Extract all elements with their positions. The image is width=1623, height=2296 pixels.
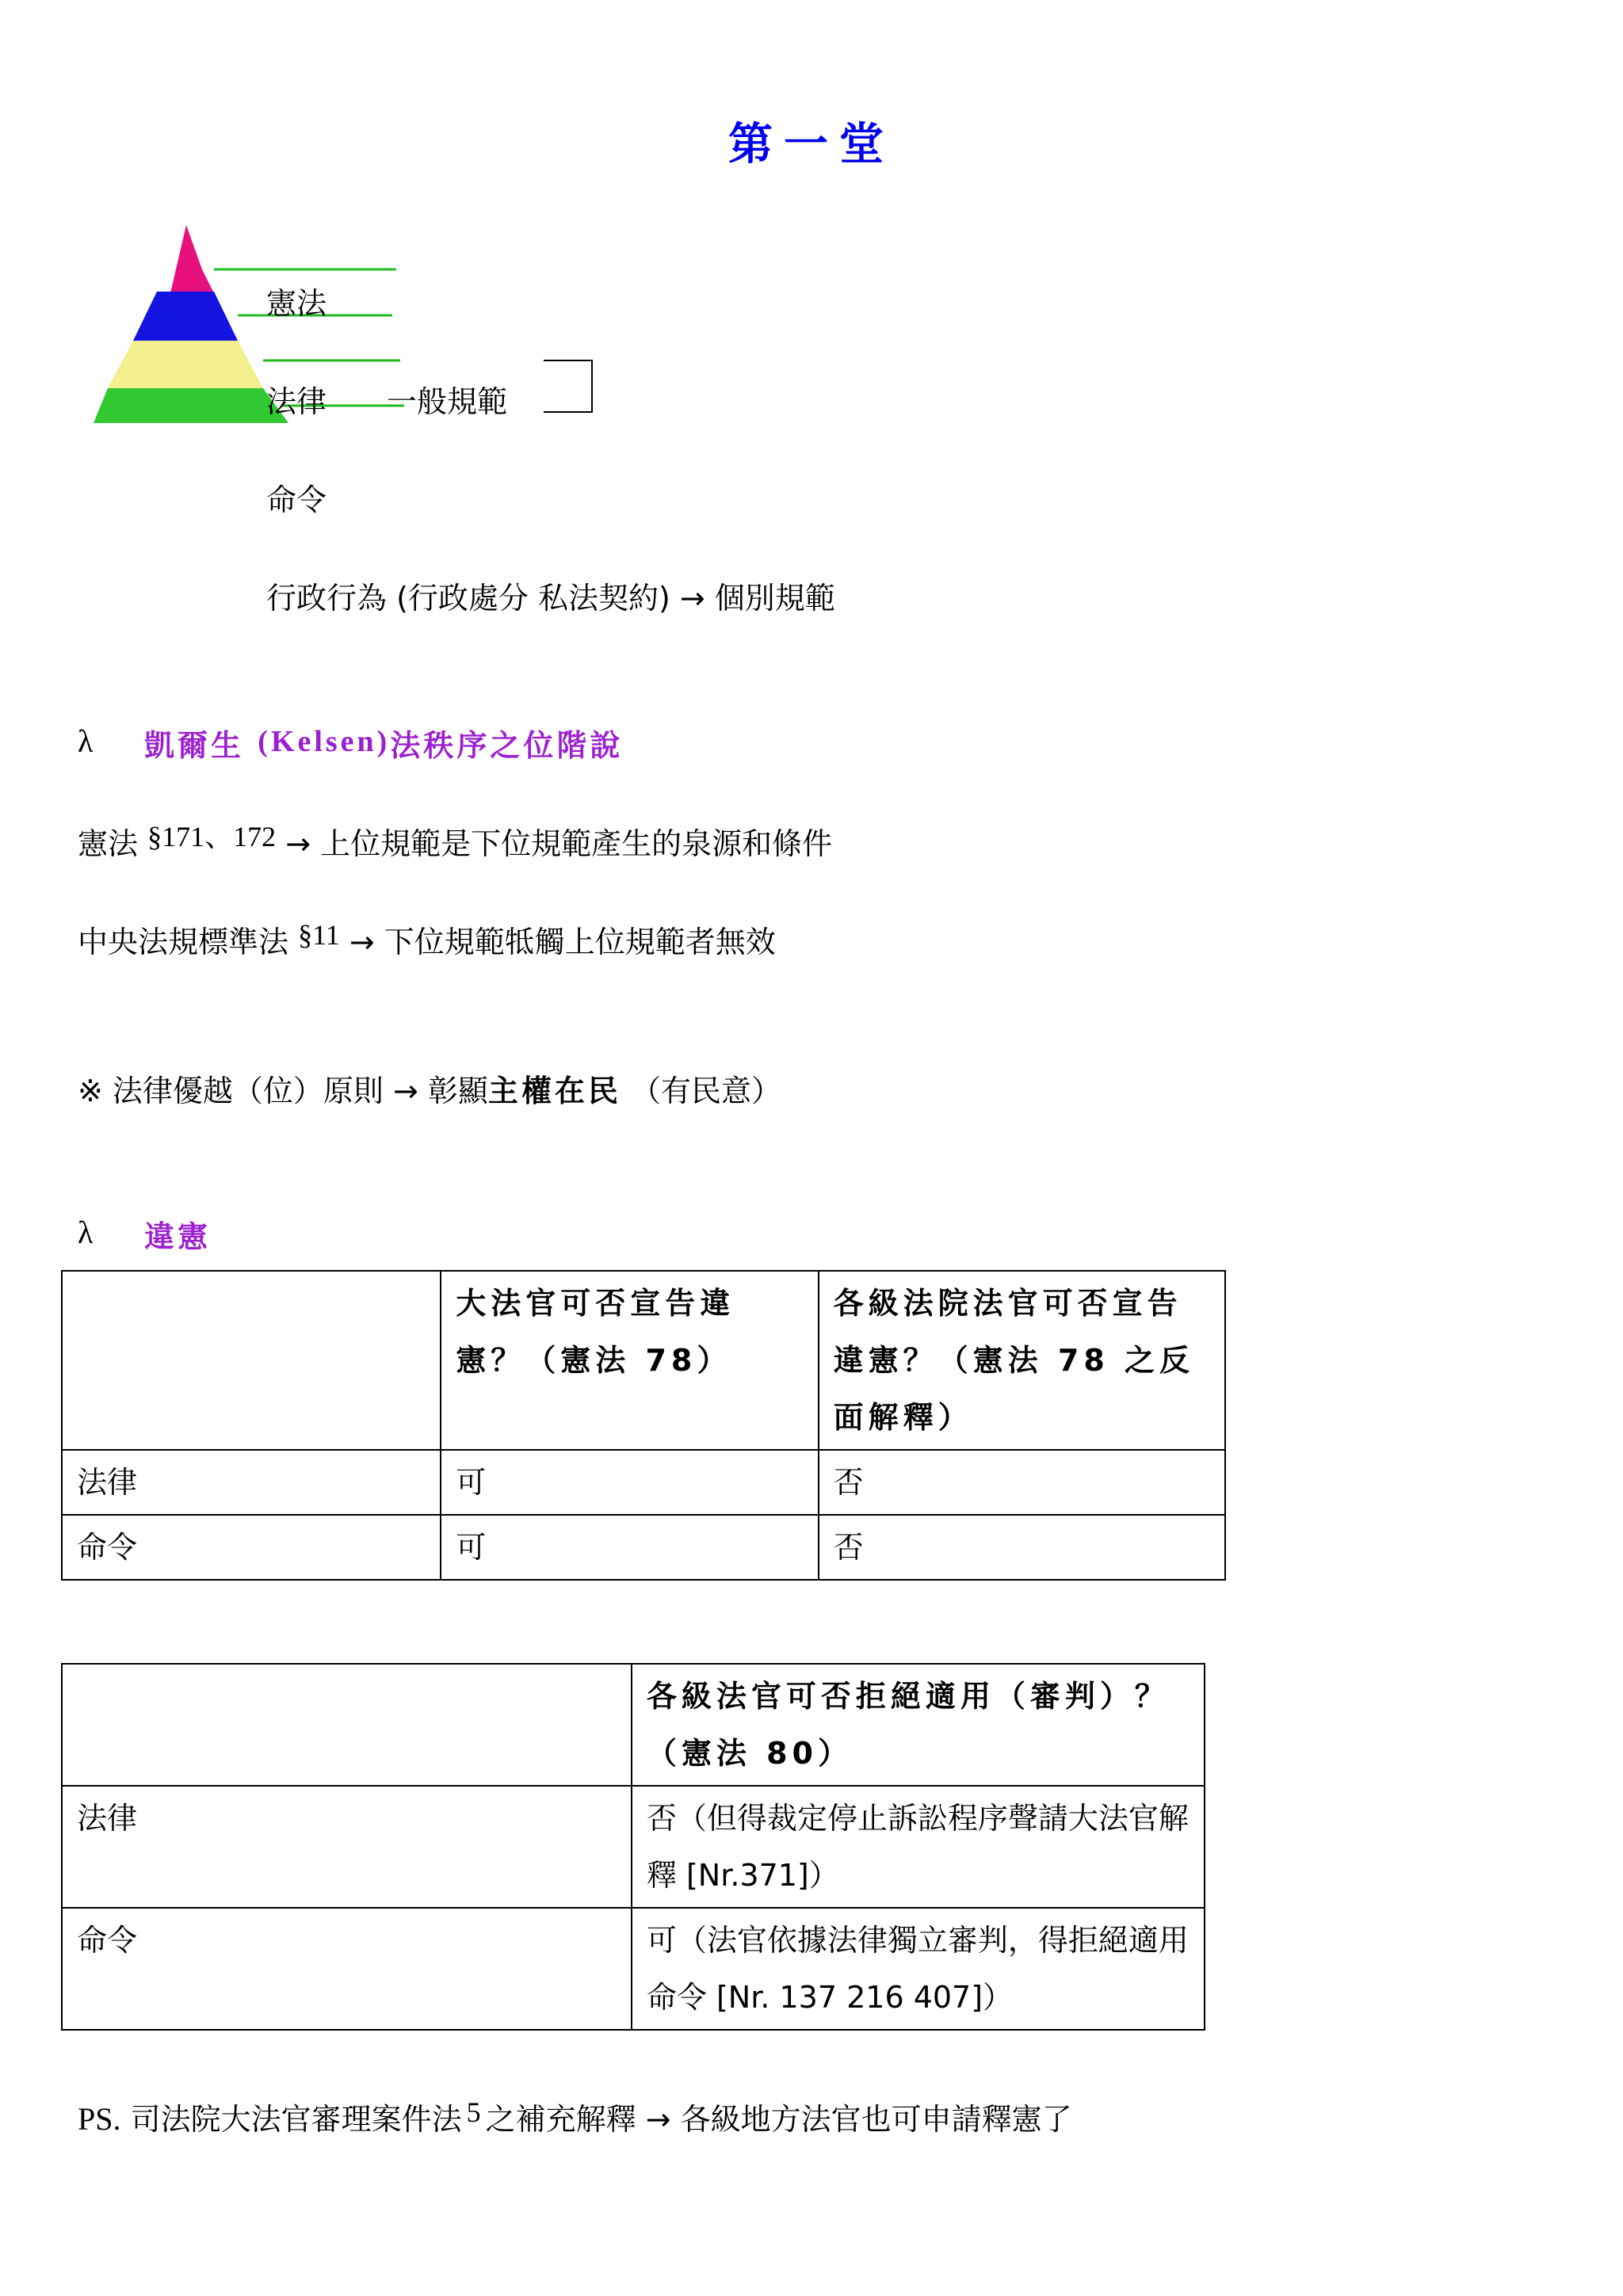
table-header-cell: 各級法院法官可否宣告違憲？（憲法 78 之反面解釋） bbox=[819, 1271, 1225, 1450]
pyramid-layer-4 bbox=[94, 388, 288, 423]
table-header-cell bbox=[62, 1271, 441, 1450]
ps-text: 司法院大法官審理案件法 bbox=[130, 2102, 462, 2137]
table-header-cell: 大法官可否宣告違憲？（憲法 78） bbox=[441, 1271, 818, 1450]
ps-label: PS. bbox=[78, 2101, 121, 2137]
central-regulation-label: 中央法規標準法 bbox=[78, 925, 289, 959]
note-suffix: （有民意） bbox=[631, 1074, 782, 1108]
pyramid-label-general-norm: 一般規範 bbox=[387, 384, 508, 419]
table-header-row bbox=[62, 1664, 1205, 1786]
section-bullet: λ bbox=[78, 723, 94, 759]
ps-article: 5 bbox=[466, 2096, 481, 2128]
table-header-cell bbox=[62, 1664, 632, 1786]
table-cell: 否 bbox=[819, 1450, 1225, 1515]
table-cell: 命令 bbox=[62, 1908, 632, 2030]
table-cell: 可 bbox=[441, 1450, 818, 1515]
table-row bbox=[62, 1786, 1205, 1908]
table-cell: 可（法官依據法律獨立審判，得拒絕適用命令 [Nr. 137 216 407]） bbox=[632, 1908, 1205, 2030]
table-row bbox=[62, 1450, 1225, 1515]
legal-supremacy-note bbox=[78, 1073, 781, 1109]
central-regulation-line bbox=[78, 919, 776, 961]
pyramid-label-order: 命令 bbox=[266, 482, 327, 517]
page-title: 第一堂 bbox=[728, 119, 895, 170]
pyramid-layer-2 bbox=[133, 292, 238, 341]
hierarchy-pyramid bbox=[87, 222, 602, 436]
table-cell: 否 bbox=[819, 1515, 1225, 1580]
constitution-line-label: 憲法 bbox=[78, 826, 139, 861]
pyramid-top-layer bbox=[170, 225, 214, 293]
table-cell: 法律 bbox=[62, 1450, 441, 1515]
table-cell: 否（但得裁定停止訴訟程序聲請大法官解釋 [Nr.371]） bbox=[632, 1786, 1205, 1908]
table-cell: 命令 bbox=[62, 1515, 441, 1580]
table-row bbox=[62, 1515, 1225, 1580]
table-unconstitutional-declaration bbox=[61, 1270, 1226, 1581]
table-cell: 可 bbox=[441, 1515, 818, 1580]
pyramid-layer-3 bbox=[108, 341, 263, 388]
table-refuse-application bbox=[61, 1663, 1205, 2031]
constitution-line bbox=[78, 821, 833, 863]
note-emphasis: 主權在民 bbox=[487, 1074, 621, 1108]
ps-text-rest: 之補充解釋 → 各級地方法官也可申請釋憲了 bbox=[485, 2102, 1072, 2137]
ps-note bbox=[78, 2096, 1072, 2138]
heading-kelsen-zh: 凱爾生 bbox=[144, 728, 245, 763]
pyramid-label-law: 法律 bbox=[266, 384, 327, 419]
note-text: ※ 法律優越（位）原則 → 彰顯 bbox=[78, 1074, 488, 1108]
general-norm-bracket bbox=[544, 360, 592, 412]
constitution-line-text: → 上位規範是下位規範產生的泉源和條件 bbox=[285, 826, 833, 861]
heading-kelsen-rest: 法秩序之位階說 bbox=[390, 728, 624, 763]
table-header-row bbox=[62, 1271, 1225, 1450]
section-heading-kelsen bbox=[144, 727, 623, 765]
constitution-line-article: §171、172 bbox=[147, 821, 277, 852]
central-regulation-article: §11 bbox=[298, 919, 340, 951]
section-bullet: λ bbox=[78, 1215, 94, 1250]
central-regulation-text: → 下位規範牴觸上位規範者無效 bbox=[349, 925, 776, 959]
table-header-cell: 各級法官可否拒絕適用（審判）？（憲法 80） bbox=[632, 1664, 1205, 1786]
table-row bbox=[62, 1908, 1205, 2030]
table-cell: 法律 bbox=[62, 1786, 632, 1908]
pyramid-label-admin-act: 行政行為 (行政處分 私法契約) → 個別規範 bbox=[266, 581, 835, 616]
pyramid-label-constitution: 憲法 bbox=[266, 286, 327, 321]
section-heading-unconstitutional: 違憲 bbox=[144, 1219, 212, 1254]
heading-kelsen-en: (Kelsen) bbox=[258, 725, 391, 758]
